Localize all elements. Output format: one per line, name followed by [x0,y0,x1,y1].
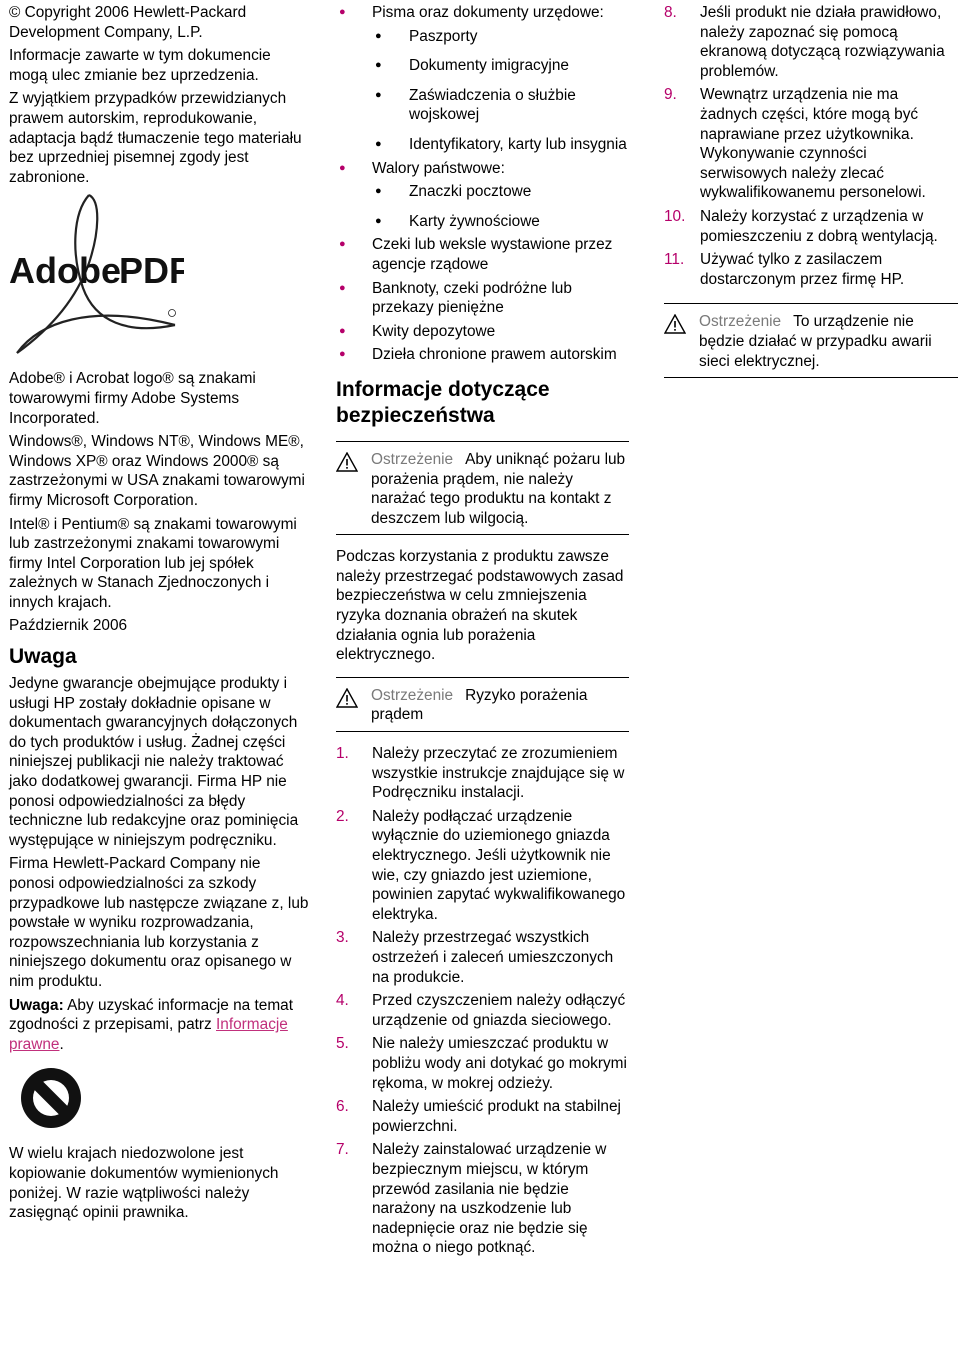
step-number: 4. [336,992,349,1010]
info-text: Informacje zawarte w tym dokumencie mogą ulec zmianie bez uprzedzenia. [9,47,271,84]
step-text: Należy korzystać z urządzenia w pomieszczeniu z dobrą wentylacją. [700,207,938,245]
step-number: 2. [336,807,349,825]
list-item [336,1140,629,1258]
sub-list-item-text: Zaświadczenia o służbie wojskowej [409,86,576,124]
column-left [9,3,309,1227]
step-text: Przed czyszczeniem należy odłączyć urządzenie od gniazda sieciowego. [372,992,626,1029]
sub-list-item-text: Paszporty [409,27,478,45]
safety-heading: Informacje dotyczące bezpieczeństwa [336,377,550,427]
list-item [336,3,629,155]
liability-text: Firma Hewlett-Packard Company nie ponosi odpowiedzialności za szkody przypadkowe lub następcze związane z, lub powstałe w wyniku rozprowadzania, rozpowszechniania lub korzystania z niniejszego dokumentu oraz opisanego w nim produktu. [9,855,309,990]
step-number: 1. [336,745,349,763]
list-item-text: Kwity depozytowe [372,322,496,340]
bullet-icon: ● [375,185,382,198]
step-text: Należy umieścić produkt na stabilnej powierzchni. [372,1098,621,1135]
windows-trademark-text: Windows®, Windows NT®, Windows ME®, Windows XP® oraz Windows 2000® są zastrzeżonymi w USA znakami towarowymi firmy Microsoft Corporation. [9,433,305,509]
list-item [664,207,958,246]
warning-label: Ostrzeżenie [371,450,454,468]
warranty-text: Jedyne gwarancje obejmujące produkty i usługi HP zostały dokładnie opisane w dokumentach gwarancyjnych dołączonych do tych produktów i usług. Żadnej części niniejszej publikacji nie należy traktować jako dodatkowej gwarancji. Firma HP nie ponosi odpowiedzialności za błędy techniczne lub redakcyjne oraz pominięcia występujące w niniejszym podręczniku. [9,675,299,849]
list-item [336,322,629,342]
sub-list [372,27,629,155]
sub-list-item [372,135,629,155]
shock-warning-box [336,677,629,732]
sub-list-item-text: Znaczki pocztowe [409,183,532,201]
column-middle [336,3,629,1262]
sub-list [372,182,629,231]
list-item-text: Pisma oraz dokumenty urzędowe: [372,4,604,21]
bullet-icon: ● [375,137,382,150]
bullet-icon: ● [375,214,382,227]
step-number: 6. [336,1098,349,1116]
date-text: Październik 2006 [9,617,128,635]
exceptions-text: Z wyjątkiem przypadków przewidzianych prawem autorskim, reprodukowanie, adaptacja bądź tłumaczenie tego materiału bez uprzedniej pisemnej zgody jest zabronione. [9,90,302,186]
list-item [336,991,629,1030]
sub-list-item-text: Dokumenty imigracyjne [409,57,569,75]
step-number: 3. [336,929,349,947]
sub-list-item [372,212,629,232]
no-copy-icon [17,1062,89,1134]
logo-adobe-text: Adobe [9,250,121,292]
bullet-icon: ● [339,281,346,294]
sub-list-item-text: Karty żywnościowe [409,212,540,230]
copyright-text: © Copyright 2006 Hewlett-Packard Development Company, L.P. [9,4,247,41]
warning-triangle-icon [336,452,358,472]
list-item-text: Walory państwowe: [372,159,505,177]
warning-text: To urządzenie nie będzie działać w przypadku awarii sieci elektrycznej. [699,313,932,370]
bullet-icon: ● [375,29,382,42]
sub-list-item [372,86,629,125]
legal-info-link[interactable]: Informacje prawne [9,1016,288,1053]
step-text: Należy przeczytać ze zrozumieniem wszystkie instrukcje znajdujące się w Podręczniku instalacji. [372,745,625,802]
step-number: 8. [664,4,677,21]
step-number: 7. [336,1141,349,1159]
bullet-icon: ● [339,161,346,174]
step-text: Nie należy umieszczać produktu w pobliżu wody ani dotykać go mokrymi rękoma, w mokrej odzieży. [372,1035,627,1092]
power-warning-box [664,303,958,378]
step-number: 5. [336,1035,349,1053]
list-item [336,235,629,274]
bullet-icon: ● [339,6,346,18]
step-number: 10. [664,207,686,225]
list-item [336,1034,629,1093]
copy-forbidden-text: W wielu krajach niedozwolone jest kopiowanie dokumentów wymienionych poniżej. W razie wątpliwości należy zasięgnąć opinii prawnika. [9,1145,279,1222]
note-text: Aby uzyskać informacje na temat zgodności z przepisami, patrz [9,996,293,1034]
sub-list-item [372,56,629,76]
list-item-text: Czeki lub weksle wystawione przez agencje rządowe [372,236,613,273]
safety-steps-list-continued [664,3,958,289]
list-item-text: Dzieła chronione prawem autorskim [372,346,617,364]
step-text: Należy zainstalować urządzenie w bezpiecznym miejscu, w którym przewód zasilania nie będzie narażony na uszkodzenie lub nadepnięcie oraz nie będzie się można o niego potknąć. [372,1141,607,1257]
list-item [336,159,629,232]
step-text: Wewnątrz urządzenia nie ma żadnych części, które mogą być naprawiane przez użytkownika. Wykonywanie czynności serwisowych należy zlecać wykwalifikowanemu personelowi. [700,86,926,202]
note-label: Uwaga: [9,996,64,1014]
list-item [664,250,958,289]
bullet-icon: ● [339,324,346,337]
bullet-icon: ● [375,59,382,72]
step-number: 9. [664,86,677,104]
column-right [664,3,958,390]
warning-text: Aby uniknąć pożaru lub porażenia prądem, nie należy narażać tego produktu na kontakt z deszczem lub wilgocią. [371,450,626,527]
safety-steps-list [336,744,629,1258]
warning-triangle-icon [664,314,686,334]
note-paragraph [9,996,309,1055]
list-item [664,3,958,81]
list-item [336,928,629,987]
bullet-icon: ● [375,88,382,101]
sub-list-item-text: Identyfikatory, karty lub insygnia [409,135,627,153]
adobe-pdf-logo-icon [9,193,184,363]
fire-warning-box [336,441,629,535]
list-item [336,807,629,925]
adobe-pdf-logo [9,193,184,363]
list-item [336,1097,629,1136]
safety-intro-text: Podczas korzystania z produktu zawsze należy przestrzegać podstawowych zasad bezpieczeństwa w celu zmniejszenia ryzyka doznania obrażeń na skutek działania ognia lub porażenia elektrycznego. [336,548,624,664]
list-item [336,744,629,803]
list-item-text: Banknoty, czeki podróżne lub przekazy pieniężne [372,279,572,317]
step-number: 11. [664,251,685,269]
step-text: Jeśli produkt nie działa prawidłowo, należy zapoznać się pomocą ekranową dotyczącą rozwiązywania problemów. [700,4,945,80]
note-end: . [59,1035,64,1053]
warning-triangle-icon [336,688,358,708]
step-text: Należy podłączać urządzenie wyłącznie do uziemionego gniazda elektrycznego. Jeśli użytkownik nie wie, czy gniazdo jest uziemione, powinien zapytać wykwalifikowanego elektryka. [372,807,626,923]
bullet-icon: ● [339,238,346,251]
warning-label: Ostrzeżenie [371,686,454,704]
forbidden-documents-list [336,3,629,365]
logo-pdf-text: PDF [119,250,184,292]
bullet-icon: ● [339,348,346,361]
step-text: Używać tylko z zasilaczem dostarczonym przez firmę HP. [700,251,905,288]
uwaga-heading: Uwaga [9,645,77,669]
intel-trademark-text: Intel® i Pentium® są znakami towarowymi lub zastrzeżonymi znakami towarowymi firmy Intel Corporation lub jej spółek zależnych w Stanach Zjednoczonych i innych krajach. [9,515,297,611]
warning-text: Ryzyko porażenia prądem [371,686,588,724]
list-item [336,279,629,318]
list-item [664,85,958,203]
step-text: Należy przestrzegać wszystkich ostrzeżeń i zaleceń umieszczonych na produkcie. [372,929,614,986]
adobe-trademark-text: Adobe® i Acrobat logo® są znakami towarowymi firmy Adobe Systems Incorporated. [9,370,256,427]
list-item [336,345,629,365]
sub-list-item [372,182,629,202]
warning-label: Ostrzeżenie [699,313,782,331]
sub-list-item [372,27,629,47]
